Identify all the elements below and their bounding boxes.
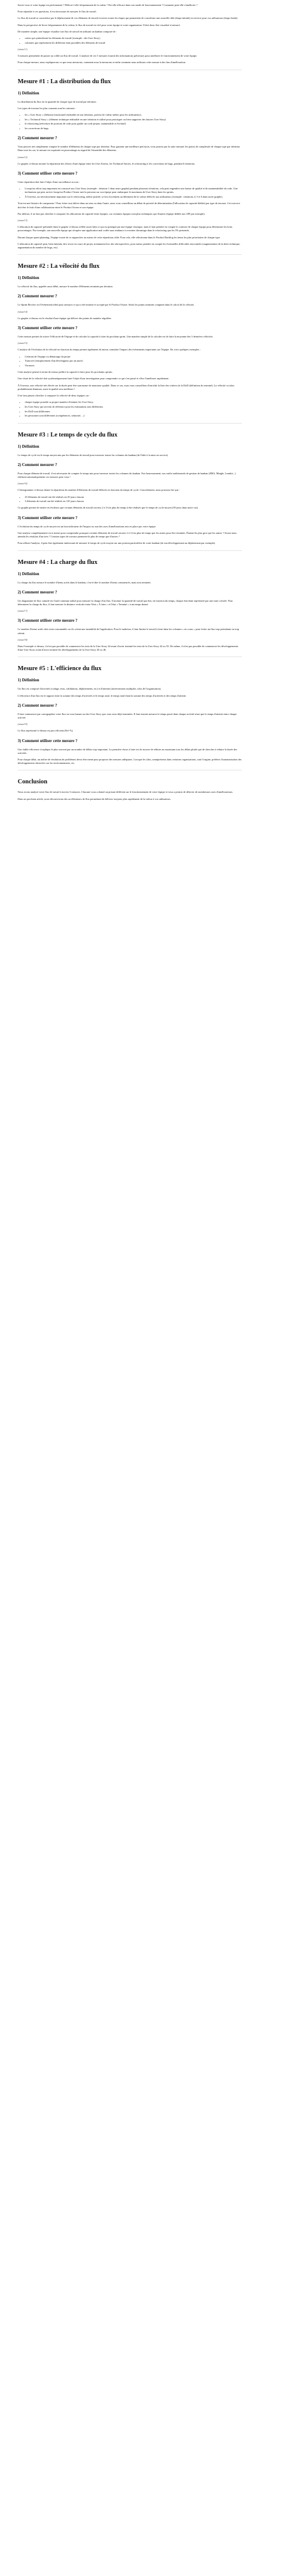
visuel-placeholder: (visuel 5) — [18, 342, 28, 345]
measure-heading: 2) Comment mesurer ? — [18, 703, 57, 708]
definition-item: • les « User Story » (élément fonctionnel réalisable en une itération, porteur de valeur métier pour les utilisateurs), — [25, 113, 242, 117]
body-paragraph: Le flux représenté ci-dessus est peu efficient (Eef %). — [18, 729, 74, 733]
use-heading: 3) Comment utiliser cette mesure ? — [18, 172, 78, 176]
visuel-placeholder: (visuel 7) — [18, 609, 28, 613]
body-paragraph: Une chute de la vélocité doit systématiquement faire l'objet d'une investigation pour comprendre ce qui s'est passé et s'être l'améliorer rapidement. — [18, 377, 169, 380]
body-paragraph: Ce graphe permet de mettre en évidence que certains éléments de travail ont mis 2 à 3 fois plus de temps à être réalisés que le temps de cycle moyen (39 jours dans notre cas). — [18, 506, 199, 510]
intro-paragraph: Dans la perspective de livrer fréquemment de la valeur, le flux de travail est clef pour votre équipe et votre organisation. Il doit donc être visualisé et mesuré. — [18, 23, 181, 27]
body-paragraph: Dans l'exemple ci-dessus, il n'est pas possible de commencer les tests de la User Story 44 avant d'avoir terminé les tests de la User Story 42 ou 55. De même, il n'est pas possible de commencer les développements d'une User Story avant d'avoir terminé les développements de la User Story 45 ou 46. — [18, 644, 238, 652]
definition-paragraph: Le temps de cycle est le temps moyen mis par les éléments de travail pour traverser toutes les colonnes du kanban (de l'idée à la mise en service). — [18, 453, 169, 457]
final-item: • Vacances — [25, 364, 242, 367]
use-item: • À l'inverse, un investissement important sur le refactoring, même justifié, se fera forcément au détriment de la valeur délivrée aux utilisateurs (exemple : itérations 4, 5 et 6 dans notre graphe). — [25, 195, 242, 199]
visuel-placeholder: (visuel 6) — [18, 482, 28, 485]
use-heading: 3) Comment utiliser cette mesure ? — [18, 739, 78, 743]
use-paragraph: Une analyse complémentaire est à mener pour comprendre pourquoi certains éléments de travail ont mis 2 à 3 fois plus de temps que les autres pour être terminés. Étaient-ils plus gros que les autres ? Avons-nous attendu les résultats d'un tiers ? Certains types de travaux prennent-ils plus de temps que d'autres ? — [18, 531, 237, 539]
visuel-placeholder: (visuel 9) — [18, 723, 28, 726]
article-page — [0, 0, 260, 811]
definition-heading: 1) Définition — [18, 572, 40, 576]
closing-item: • les User Story qui servent de référence pour les estimations sont différentes — [25, 405, 242, 409]
visuel-placeholder: (visuel 1) — [18, 47, 28, 51]
measure-heading: 2) Comment mesurer ? — [18, 462, 57, 467]
definition-paragraph: Les types de travaux les plus courants sont les suivants : — [18, 106, 76, 110]
closing-item: • les DoD sont différentes — [25, 410, 242, 414]
definition-paragraph: Un flux est composé d'activités (codage, tests, validations, déploiements, etc) et d'attentes (interventions multiples, silos de l'organisation). — [18, 687, 162, 691]
conclusion-paragraph: Nous avons analysé votre flux de travail à travers 5 mesures. Chacune vous a donné un prisme différent sur le fonctionnement de votre équipe et vous a permis de détecter de nombreuses axes d'améliorations. — [18, 790, 233, 794]
use-paragraph: Tout est une histoire de compromis ! Pour éviter tout dérive dans un sens ou dans l'autre, nous vous conseillons un débat de priorité de détermination (l'allocation de capacité dédiée) par type de travaux. Cet exercice doit être le fruit d'une collaboration entre le Product Owner et son équipe. — [18, 202, 240, 209]
visuel-placeholder: (visuel 4) — [18, 310, 28, 313]
body-paragraph: À l'inverse, une vélocité très élevée sur la durée peut être synonyme de mauvaise qualité. Dans ce cas, nous vous conseillons d'enrichir la liste des critères de la DoD (définition du terminé). La vélocité va alors probablement diminuer, mais la qualité sera meilleure ! — [18, 383, 235, 390]
body-paragraph: L'histogramme ci-dessus donne la répartition du nombre d'éléments de travail délivrés en fonction du temps de cycle. Concrètement, nous pouvons lire que : — [18, 488, 180, 492]
definition-item: • les « Technical Story » (élément technique réalisable en une itération et utilisé pour prototyper ou bien supporter des futures User Story) — [25, 118, 242, 122]
measure-paragraph: Le Sprint Review est l'événement idéal pour mesurer ce qui a été terminé et accepté par le Product Owner. Seuls les points terminés comptent dans le calcul de la vélocité. — [18, 303, 195, 307]
use-paragraph: Cette répartition doit faire l'objet d'une surveillance accrue : — [18, 181, 80, 184]
definition-item: • le refactoring (réécriture de portions de code pour garder un code propre, maintenable et évolutif) — [25, 122, 242, 126]
closing-list — [18, 401, 242, 418]
visuel-placeholder: (visuel 8) — [18, 638, 28, 641]
definition-list — [18, 113, 242, 130]
kanban-item: • colonnes qui représentent les différents états possibles des éléments de travail — [25, 41, 242, 45]
measure-paragraph: Pour chaque élément de travail, il est nécessaire de compter le temps mis pour traverser toutes les colonnes du kanban. Fort heureusement, nos outils traditionnels de gestion de kanban (JIRA, Mingle, Leankit...) réalisent automatiquement ces mesures pour vous ! — [18, 471, 236, 478]
kanban-list — [18, 37, 242, 45]
body-paragraph: Cette analyse permet à terme de mieux prédire la capacité à faire pour les prochains sprints. — [18, 370, 113, 374]
use-paragraph: Pour chaque délai, un atelier de résolution de problèmes devra être mené pour proposer des mesures adéquates. Lorsque les silos, omniprésents dans certaines organisations, sont l'origine, préférez l'automatisation des développements observées sur les environnements, etc. — [18, 757, 242, 765]
body-paragraph: L'allocation de capacité peut, bien entendu, être revue en cours de projet, notamment lors des rétrospectives, pour mieux prendre en compte les éventuelles difficultés rencontrées (augmentation de la dette technique, augmentation du nombre de bugs, etc). — [18, 242, 240, 249]
after-item: • 3 éléments de travail ont été réalisés en 110 jours chacun — [25, 500, 242, 503]
body-paragraph: L'allocation de capacité présentée dans le graphe ci-dessus reflète assez bien ce qui est pratiqué par une équipe classique, mais il faut prendre en compte le contexte de chaque équipe pour déterminer les bons pourcentages. Par exemple, une nouvelle équipe qui récupère une application mal codée aura tendance à recentrer davantage dans le refactoring que les 5% présentés. — [18, 225, 232, 232]
mesure-title: Mesure #5 : L'efficience du flux — [18, 665, 101, 672]
body-paragraph: Le graphe ci-dessus montre la répartition des efforts d'une équipe entre les User Stories, les Technical Stories, le refactoring et les corrections de bugs, pendant 6 itérations. — [18, 162, 195, 165]
definition-heading: 1) Définition — [18, 444, 40, 449]
after-item: • 25 éléments de travail ont été réalisés en 20 jours chacun — [25, 495, 242, 499]
section-divider — [18, 423, 242, 424]
closing-item: • les personnes sont différentes (compétences, séniorité, ...) — [25, 414, 242, 418]
body-paragraph: Il ne faut jamais chercher à comparer la vélocité de deux équipes car : — [18, 394, 90, 398]
use-paragraph: L'évolution du temps de cycle moyen est un bon indicateur de l'impact ou non des axes d'améliorations mis en place par votre équipe. — [18, 524, 156, 528]
body-paragraph: L'analyse de l'évolution de la vélocité en fonction du temps permet également de mieux connaître l'impact des événements importants sur l'équipe. En voici quelques exemples : — [18, 348, 201, 352]
definition-item: • les corrections de bugs. — [25, 127, 242, 130]
definition-heading: 1) Définition — [18, 678, 40, 683]
use-paragraph: Une faible efficience s'explique le plus souvent par un nombre de délais trop important. La première chose à faire est de trouver de réduire au maximum tous les délais plutôt que de chercher à réduire la durée des activités. — [18, 747, 237, 754]
definition-heading: 1) Définition — [18, 276, 40, 281]
measure-paragraph: Un diagramme de flux cumulé est l'outil commun utilisé pour mesurer la charge d'un flux. Il montre la quantité de travail par état, en fonction du temps, chaque état étant représenté par une zone colorée. Pour déterminer la charge du flux, il faut mesurer la distance verticale entre l'état « À faire » et l'état « Terminé » à un temps donné. — [18, 599, 233, 606]
after-list — [18, 495, 242, 504]
definition-paragraph: La charge du flux mesure le nombre d'items actifs dans le kanban, c'est-à-dire le nombre d'items commencés, mais non terminés. — [18, 580, 152, 584]
visuel-placeholder: (visuel 2) — [18, 155, 28, 159]
final-item: • Création de l'équipe ou démarrage du projet — [25, 355, 242, 359]
use-heading: 3) Comment utiliser cette mesure ? — [18, 619, 78, 624]
mesure-title: Mesure #1 : La distribution du flux — [18, 78, 111, 85]
intro-paragraph: 5 mesures permettent de passer au crible un flux de travail. L'analyse de ces 5 mesures fournit des informations précieuses pour améliorer le fonctionnement de votre équipe. — [18, 54, 198, 58]
body-paragraph: Durant chaque sprint planning, l'équipe essaie de se rapprocher au mieux de cette répartition cible. Pour cela, elle sélectionne dans le Product Backlog les items les plus prioritaires de chaque type. — [18, 235, 221, 239]
measure-heading: 2) Comment mesurer ? — [18, 294, 57, 299]
intro-paragraph: Pour chaque mesure, nous expliquerons ce que nous mesurons, comment nous la mesurons et enfin comment nous utilisons cette mesure à des fins d'amélioration. — [18, 61, 186, 64]
intro-paragraph: De manière simple, une équipe visualise son flux de travail en utilisant un kanban composé de : — [18, 29, 117, 33]
use-item: • Lorsqu'un effort trop important est consacré aux User Story (exemple : itération 1 dans notre graphe) pendant plusieurs itérations, cela peut engendrer une baisse de qualité et de maintenabilité du code. Une inclinaison qui peut arriver lorsqu'un Product Owner met la pression sur son équipe pour embarquer le maximum de User Story dans les sprints. — [25, 187, 242, 194]
intro-paragraph: Le flux de travail se caractérise par le déplacement de vos éléments de travail à travers toutes les étapes qui permettent de concrétiser une nouvelle idée (étape initiale) en service pour vos utilisateurs (étape finale). — [18, 17, 238, 20]
mesure-title: Mesure #3 : Le temps de cycle du flux — [18, 431, 117, 438]
section-divider — [18, 254, 242, 255]
intro-paragraph: Savez-vous si votre équipe est performante ? Délivre-t-elle fréquemment de la valeur ? Est-elle efficace dans son mode de fonctionnement ? Comment peut-elle s'améliorer ? — [18, 4, 198, 6]
measure-paragraph: Vous pouvez très simplement compter le nombre d'éléments de chaque type par itération. Pour garantir une meilleure précision, vous pouvez par la suite mesurer les points de complexité de chaque type par itération. Dans tous les cas, la mesure est exprimée en pourcentage au regard de l'ensemble des éléments. — [18, 145, 241, 152]
definition-paragraph: La vélocité du flux, appelée aussi débit, mesure le nombre d'éléments terminés par itération. — [18, 285, 113, 288]
conclusion-paragraph: Dans un prochain article, nous découvrirons des accélérateurs de flux permettant de délivrer toujours plus rapidement de la valeur à vos utilisateurs. — [18, 797, 171, 800]
use-heading: 3) Comment utiliser cette mesure ? — [18, 516, 78, 520]
intro-paragraph: Pour répondre à ces questions, il est nécessaire de mesurer le flux de travail. — [18, 10, 97, 14]
mesure-title: Mesure #4 : La charge du flux — [18, 559, 98, 566]
definition-paragraph: La distribution du flux est la quantité de chaque type de travail par itération. — [18, 100, 97, 103]
definition-heading: 1) Définition — [18, 91, 40, 96]
use-paragraph: Cette mesure permet de suivre l'efficacité de l'équipe et de calculer la capacité à faire du prochain sprint. Une manière simple de la calculer est de faire la moyenne des 3 dernières vélocités. — [18, 335, 214, 339]
closing-item: • chaque équipe possède sa propre manière d'estimer les User Story, — [25, 401, 242, 404]
measure-heading: 2) Comment mesurer ? — [18, 136, 57, 141]
body-paragraph: Le graphe ci-dessus est le résultat d'une équipe qui délivre des points de manière régulière. — [18, 316, 112, 320]
use-list — [18, 187, 242, 199]
use-paragraph: Pour affiner l'analyse, il peut être également intéressant de mesurer le temps de cycle moyen sur une portion particulière de votre kanban (de son développement au déploiement par exemple). — [18, 542, 216, 545]
measure-paragraph: Il faut commencer par cartographier votre flux en vous basant sur des User Story que vous avez déjà terminées. Il faut ensuite mesurer le temps passé dans chaque activité ainsi que le temps d'attente entre chaque activité. — [18, 712, 237, 719]
use-heading: 3) Comment utiliser cette mesure ? — [18, 326, 78, 331]
mesure-title: Mesure #2 : La vélocité du flux — [18, 263, 100, 270]
final-item: • Turnover (remplacement d'un développeur par un autre) — [25, 359, 242, 363]
measure-heading: 2) Comment mesurer ? — [18, 590, 57, 595]
visuel-placeholder: (visuel 3) — [18, 218, 28, 222]
final-list — [18, 355, 242, 368]
kanban-item: • cartes qui symbolisent les éléments de travail (exemple : des User Story) — [25, 37, 242, 40]
use-paragraph: Par ailleurs, il ne faut pas chercher à comparer les allocations de capacité entre équipes, car certaines équipes sont plus techniques que d'autres (équipe dédiée aux API par exemple). — [18, 212, 205, 215]
section-divider — [18, 550, 242, 551]
use-paragraph: Le nombre d'items actifs doit rester raisonnable car ils créent une instabilité de l'application. Pour le maîtriser, il faut limiter le travail à faire dans les colonnes « en cours » pour éviter un flux trop perturbant ou trop ralenti. — [18, 628, 240, 635]
definition-paragraph: L'efficience d'un flux est le rapport entre la somme des temps d'activités et le temps total, le temps total étant la somme des temps d'activités et des temps d'attente. — [18, 694, 187, 697]
conclusion-title: Conclusion — [18, 779, 48, 786]
